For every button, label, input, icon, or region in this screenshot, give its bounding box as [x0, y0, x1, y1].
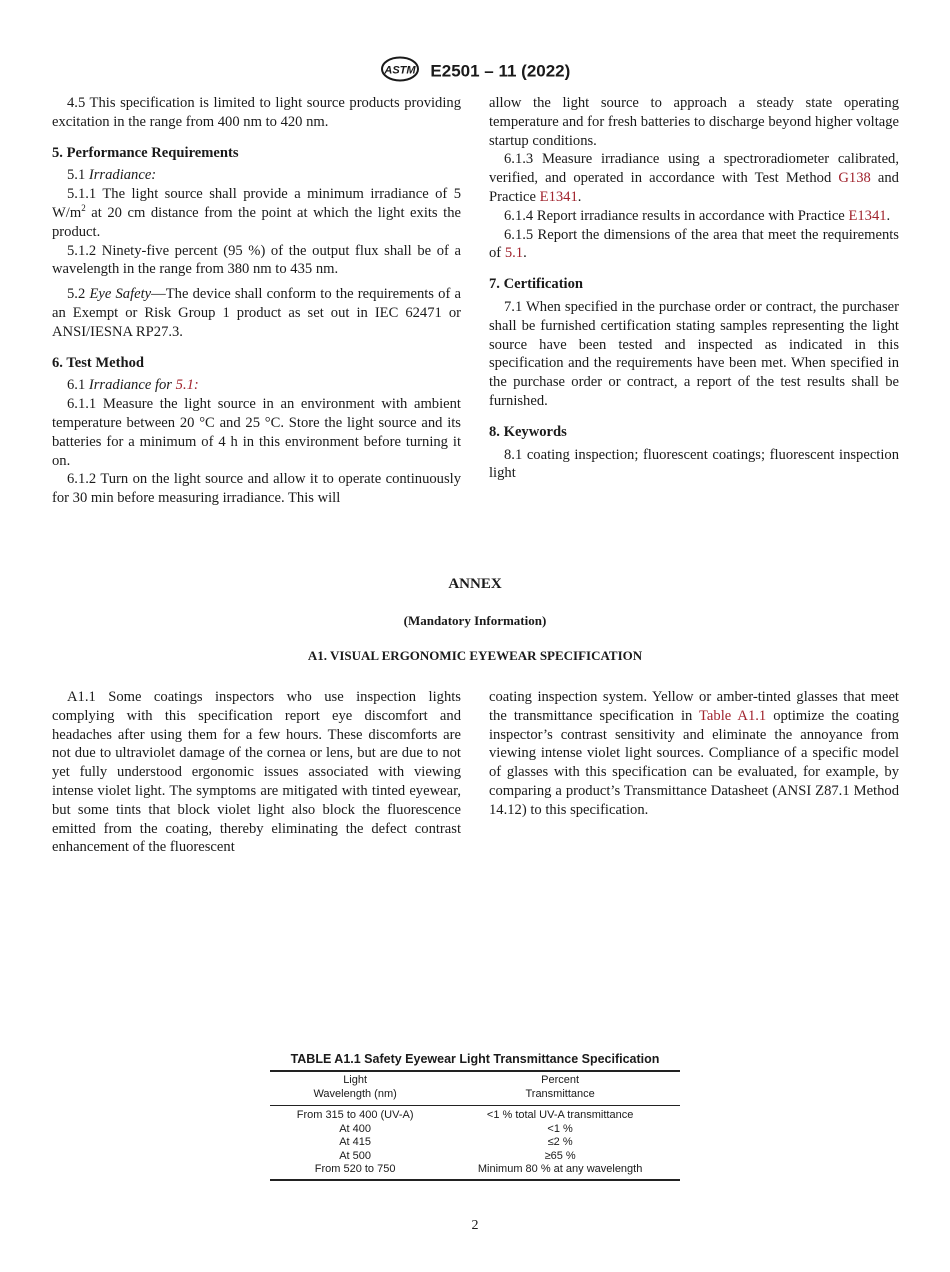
column-header-wavelength: Light Wavelength (nm)	[313, 1074, 397, 1100]
para-6-1-1: 6.1.1 Measure the light source in an environment with ambient temperature between 20 °C and 25 °C. Store the light source and its batteries for a minimum of 4 h in this environment before turning it on.	[52, 396, 461, 469]
link-5-1[interactable]: 5.1:	[175, 377, 199, 394]
page-number: 2	[471, 1218, 479, 1233]
page-header	[0, 56, 950, 87]
cell-transmittance: <1 % total UV-A transmittance	[486, 1109, 634, 1121]
table-row	[270, 1123, 680, 1137]
section-7-title: 7. Certification	[489, 276, 584, 293]
para-8-1: 8.1 coating inspection; fluorescent coatings; fluorescent inspection light	[489, 446, 899, 482]
table-body	[270, 1070, 680, 1181]
cell-wavelength: At 415	[339, 1136, 372, 1148]
link-e1341[interactable]: E1341	[539, 188, 578, 205]
column-header-transmittance: Percent Transmittance	[525, 1074, 595, 1100]
section-5-title: 5. Performance Requirements	[52, 144, 239, 161]
annex-title: ANNEX	[448, 576, 502, 592]
table-header-row	[270, 1071, 680, 1106]
svg-text:ASTM: ASTM	[384, 64, 416, 77]
cell-transmittance: <1 %	[547, 1122, 573, 1135]
section-6-title: 6. Test Method	[52, 354, 145, 371]
table-row	[270, 1136, 680, 1150]
annex-subtitle: (Mandatory Information)	[403, 613, 547, 628]
annex-right-column	[489, 688, 899, 820]
table-row	[270, 1163, 680, 1180]
para-5-2: 5.2 Eye Safety—The device shall conform to the requirements of a an Exempt or Risk Group 1 product as set out in IEC 62471 or ANSI/IESNA RP27.3.	[52, 286, 461, 340]
cell-transmittance: ≤2 %	[547, 1136, 573, 1148]
para-6-1: 6.1 Irradiance for 5.1:	[67, 377, 199, 394]
para-5-1-2: 5.1.2 Ninety-five percent (95 %) of the output flux shall be of a wavelength in the range from 380 nm to 435 nm.	[52, 242, 461, 278]
para-6-1-5: 6.1.5 Report the dimensions of the area that meet the requirements of 5.1.	[489, 226, 899, 262]
link-table-a1-1[interactable]: Table A1.1	[699, 707, 767, 724]
para-6-1-2: 6.1.2 Turn on the light source and allow it to operate continuously for 30 min before measuring irradiance. This will	[52, 471, 461, 507]
para-6-1-4: 6.1.4 Report irradiance results in accordance with Practice E1341.	[504, 207, 891, 224]
link-g138[interactable]: G138	[838, 170, 871, 187]
para-a1-1-cont: coating inspection system. Yellow or amber-tinted glasses that meet the transmittance specification in Table A1.1 optimize the coating inspector’s contrast sensitivity and eliminate the annoyance from viewing intense violet light sources. Compliance of a specific model of glasses with this specification can be evaluated, for example, by comparing a product’s Transmittance Datasheet (ANSI Z87.1 Method 14.12) to this specification.	[489, 689, 900, 818]
cell-wavelength: From 520 to 750	[314, 1163, 396, 1175]
cell-transmittance: Minimum 80 % at any wavelength	[477, 1163, 643, 1175]
para-5-1: 5.1 Irradiance:	[67, 167, 157, 184]
link-5-1[interactable]: 5.1	[504, 245, 524, 262]
para-6-1-3: 6.1.3 Measure irradiance using a spectroradiometer calibrated, verified, and operated in accordance with Test Method G138 and Practice E1341.	[489, 151, 899, 205]
cell-wavelength: At 500	[339, 1149, 372, 1162]
para-5-1-1: 5.1.1 The light source shall provide a minimum irradiance of 5 $W/m^2$ at 20 cm distance from the point at which the light exits the product.	[52, 186, 461, 240]
annex-a1-title: A1. VISUAL ERGONOMIC EYEWEAR SPECIFICATION	[307, 648, 643, 663]
annex-left-column	[52, 688, 461, 857]
para-6-1-2-cont: allow the light source to approach a steady state operating temperature and for fresh batteries to discharge beyond higher voltage startup conditions.	[489, 95, 899, 149]
para-a1-1: A1.1 Some coatings inspectors who use inspection lights complying with this specification report eye discomfort and headaches after using them for a few hours. These discomforts are not due to ultraviolet damage of the cornea or lens, but are due to not yet fully understood ergonomic issues associated with viewing intense violet light. The symptoms are mitigated with tinted eyewear, but some tints that block violet light also block the fluorescence emitted from the coating, thereby eliminating the defect contrast enhancement of the fluorescent	[52, 689, 461, 856]
cell-wavelength: At 400	[339, 1122, 372, 1135]
table-title: TABLE A1.1 Safety Eyewear Light Transmittance Specification	[290, 1052, 660, 1066]
para-7-1: 7.1 When specified in the purchase order or contract, the purchaser shall be furnished certification stating samples representing the light source have been tested and inspected as indicated in this specification and the requirements have been met. When specified in the purchase order or contract, a report of the test results shall be furnished.	[489, 298, 899, 409]
right-column	[489, 94, 899, 483]
table-row	[270, 1106, 680, 1123]
transmittance-table	[270, 1052, 680, 1181]
astm-logo-icon	[380, 56, 420, 87]
section-8-title: 8. Keywords	[489, 423, 567, 440]
link-e1341[interactable]: E1341	[848, 207, 887, 224]
cell-wavelength: From 315 to 400 (UV-A)	[296, 1109, 414, 1121]
cell-transmittance: ≥65 %	[544, 1149, 576, 1162]
para-4-5: 4.5 This specification is limited to light source products providing excitation in the range from 400 nm to 420 nm.	[52, 95, 461, 130]
document-id: E2501 – 11 (2022)	[430, 61, 571, 81]
table-row	[270, 1150, 680, 1164]
left-column	[52, 94, 461, 508]
